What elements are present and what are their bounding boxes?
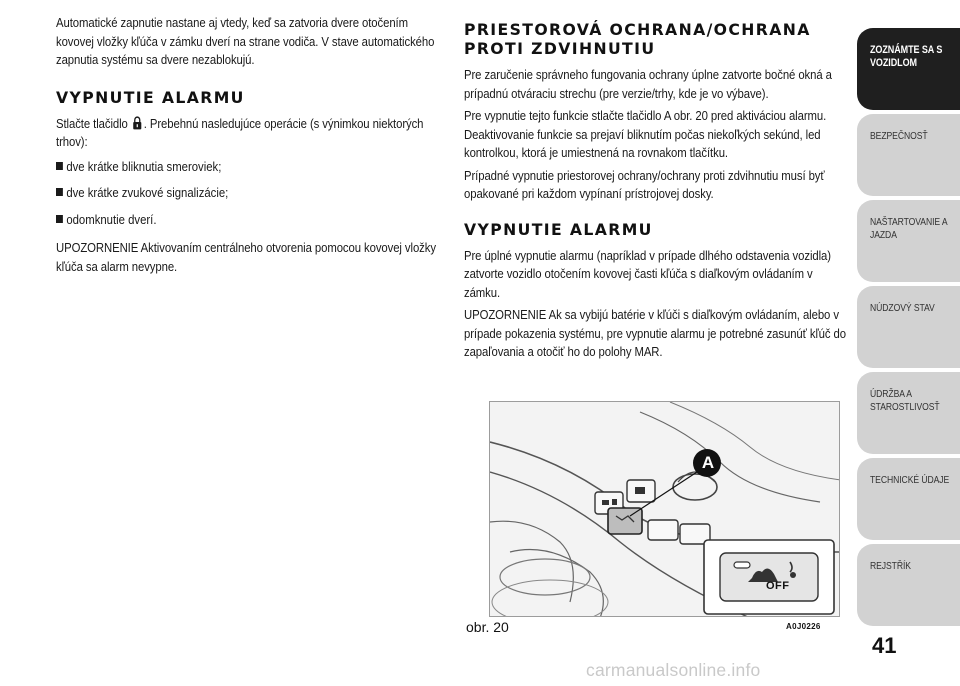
tab-label: NÚDZOVÝ STAV <box>870 302 935 314</box>
tab-technical-data[interactable] <box>857 458 960 540</box>
press-button-paragraph <box>56 115 445 152</box>
tab-maintenance[interactable] <box>857 372 960 454</box>
off-label: OFF <box>766 580 790 592</box>
tab-index[interactable] <box>857 544 960 626</box>
left-column <box>56 14 446 276</box>
figure-caption: obr. 20 <box>466 619 509 635</box>
checkbox-bullet-icon <box>56 215 63 223</box>
list-item: dve krátke bliknutia smeroviek; <box>56 158 445 177</box>
chapter-tabs <box>857 28 960 630</box>
right-column <box>464 14 848 362</box>
warning-note: UPOZORNENIE Aktivovaním centrálneho otvorenia pomocou kovovej vložky kľúča sa alarm nevypne. <box>56 240 436 274</box>
tab-safety[interactable] <box>857 114 960 196</box>
paragraph-full-disable: Pre úplné vypnutie alarmu (napríklad v prípade dlhého odstavenia vozidla) zatvorte vozidlo otočením kovovej časti kľúča s diaľkovým ovládaním v zámku. <box>464 247 831 300</box>
operations-list <box>56 158 446 230</box>
tab-get-to-know-vehicle[interactable] <box>857 28 960 110</box>
checkbox-bullet-icon <box>56 188 63 196</box>
section-heading-volumetric-protection: PRIESTOROVÁ OCHRANA/OCHRANA PROTI ZDVIHNUTIU <box>464 20 811 58</box>
section-heading-alarm-off: VYPNUTIE ALARMU <box>56 87 245 107</box>
figure-code: A0J0226 <box>786 622 821 631</box>
lock-icon <box>133 116 142 130</box>
callout-a-label: A <box>701 453 715 472</box>
press-after-text: . Prebehnú nasledujúce operácie (s výnimkou niektorých trhov): <box>56 115 424 149</box>
tab-label: REJSTŘÍK <box>870 560 911 572</box>
tab-label: TECHNICKÉ ÚDAJE <box>870 474 950 486</box>
warning-note-battery: UPOZORNENIE Ak sa vybijú batérie v kľúči s diaľkovým ovládaním, alebo v prípade pokazenia systému, pre vypnutie alarmu je potrebné zasunúť kľúč do zapaľovania a otočiť ho do polohy MAR. <box>464 307 846 359</box>
paragraph-repeat: Prípadné vypnutie priestorovej ochrany/ochrany proti zdvihnutiu musí byť opakované pri každom vypínaní prístrojovej dosky. <box>464 167 825 201</box>
paragraph-windows: Pre zaručenie správneho fungovania ochrany úplne zatvorte bočné okná a prípadnú otváraciu strechu (pre verzie/trhy, kde je vo výbave). <box>464 67 832 101</box>
list-item: dve krátke zvukové signalizácie; <box>56 184 445 203</box>
paragraph-button-a: Pre vypnutie tejto funkcie stlačte tlačidlo A obr. 20 pred aktiváciou alarmu. Deaktivovanie funkcie sa prejaví bliknutím počas niekoľkých sekúnd, led kontrolkou, ktorá je umiestnená na rovnakom tlačítku. <box>464 108 827 160</box>
checkbox-bullet-icon <box>56 162 63 170</box>
watermark: carmanualsonline.info <box>586 660 761 680</box>
tab-label: BEZPEČNOSŤ <box>870 130 928 142</box>
tab-label: ZOZNÁMTE SA S VOZIDLOM <box>870 44 943 69</box>
section-heading-alarm-off-2: VYPNUTIE ALARMU <box>464 219 653 239</box>
intro-paragraph: Automatické zapnutie nastane aj vtedy, keď sa zatvoria dvere otočením kovovej vložky kľúča v zámku dverí na strane vodiča. V stave automatického zapnutia systému sa dvere nezablokujú. <box>56 15 435 67</box>
press-before-text: Stlačte tlačidlo <box>56 115 128 131</box>
tab-label: NAŠTARTOVANIE A JAZDA <box>870 216 948 241</box>
tab-emergency[interactable] <box>857 286 960 368</box>
figure-roof-console <box>489 401 840 617</box>
tab-starting-driving[interactable] <box>857 200 960 282</box>
tab-label: ÚDRŽBA A STAROSTLIVOSŤ <box>870 388 940 413</box>
list-item: odomknutie dverí. <box>56 211 445 230</box>
page-number: 41 <box>872 633 897 658</box>
